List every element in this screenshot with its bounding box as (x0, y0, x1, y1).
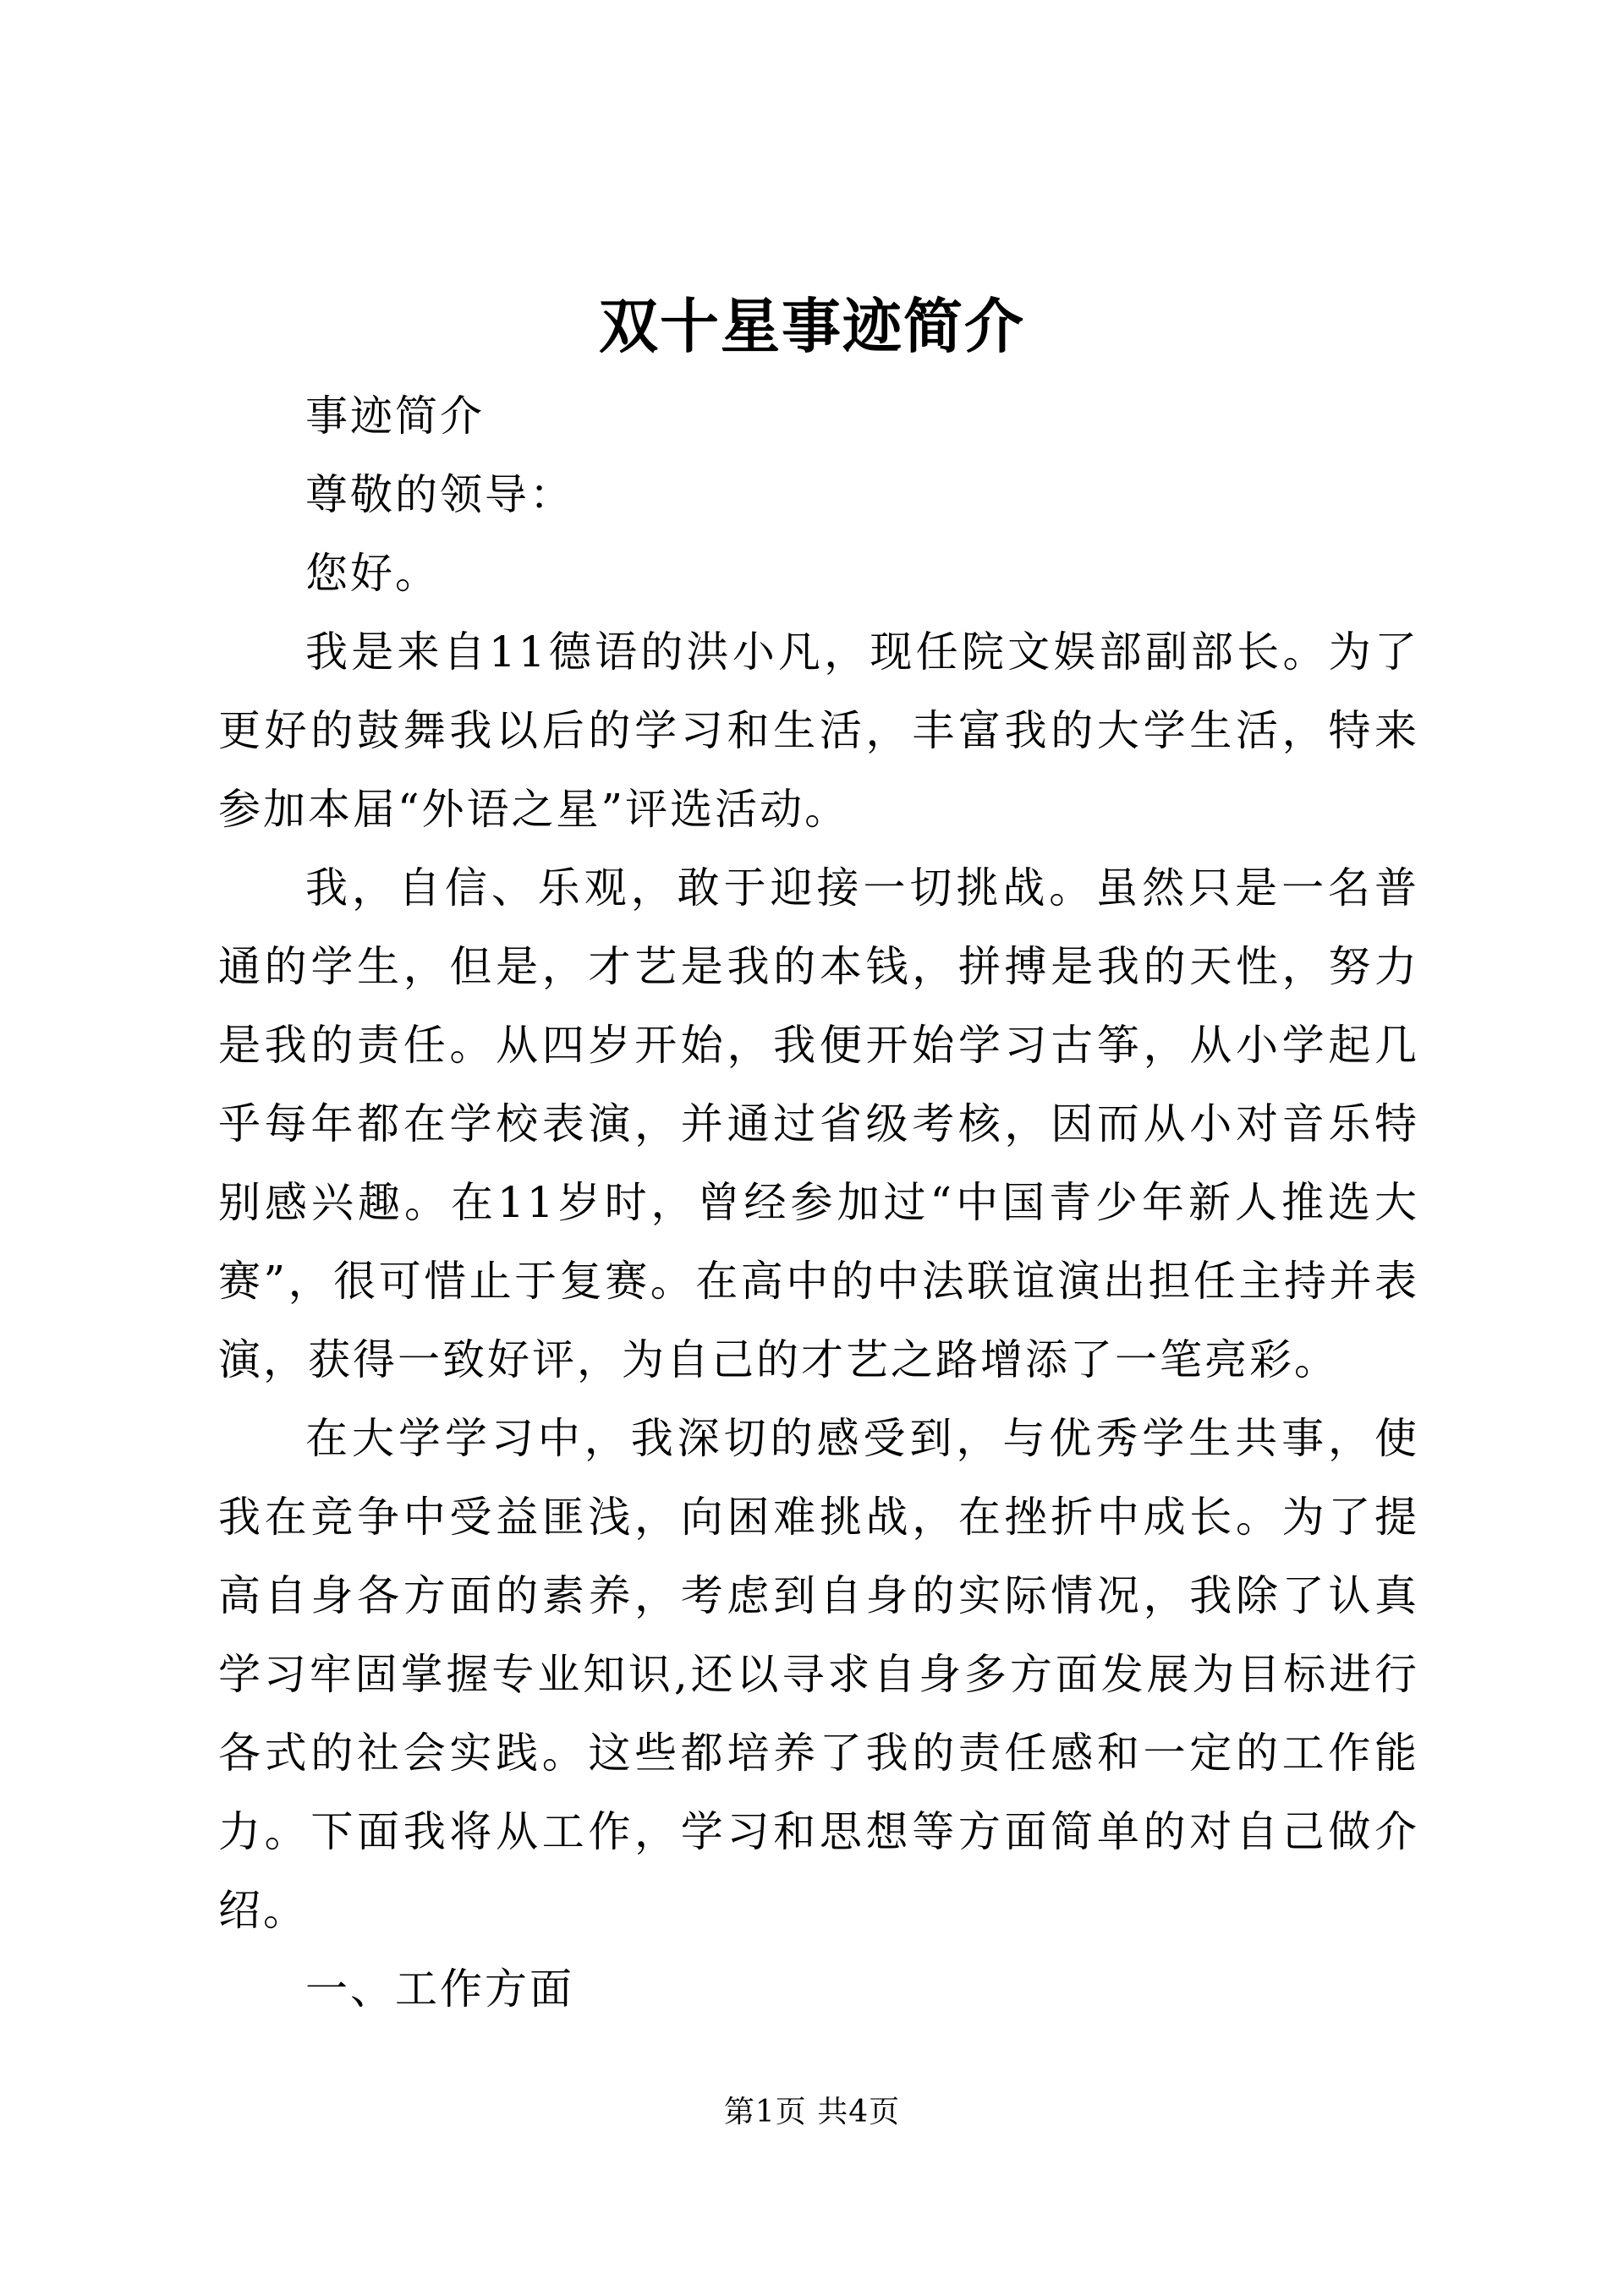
paragraph-heading: 事迹简介 (305, 392, 485, 441)
paragraph-introduction: 我是来自11德语的洪小凡，现任院文娱部副部长。为了更好的鼓舞我以后的学习和生活，丰富我的大学生活，特来参加本届“外语之星”评选活动。 (218, 627, 1419, 834)
paragraph-talents: 我，自信、乐观，敢于迎接一切挑战。虽然只是一名普通的学生，但是，才艺是我的本钱，拼搏是我的天性，努力是我的责任。从四岁开始，我便开始学习古筝，从小学起几乎每年都在学校表演，并通过省级考核，因而从小对音乐特别感兴趣。在11岁时，曾经参加过“中国青少年新人推选大赛”，很可惜止于复赛。在高中的中法联谊演出担任主持并表演，获得一致好评，为自己的才艺之路增添了一笔亮彩。 (218, 863, 1419, 1384)
page-footer: 第1页 共4页 (723, 2095, 901, 2129)
paragraph-university-study: 在大学学习中，我深切的感受到，与优秀学生共事，使我在竞争中受益匪浅，向困难挑战，在挫折中成长。为了提高自身各方面的素养，考虑到自身的实际情况，我除了认真学习牢固掌握专业知识,还以寻求自身多方面发展为目标进行各式的社会实践。这些都培养了我的责任感和一定的工作能力。下面我将从工作，学习和思想等方面简单的对自己做介绍。 (218, 1414, 1419, 1935)
document-body (218, 377, 1419, 2029)
paragraph-greeting: 您好。 (305, 549, 440, 598)
section-heading-work: 一、工作方面 (305, 1964, 574, 2014)
paragraph-salutation: 尊敬的领导： (305, 470, 574, 519)
document-title: 双十星事迹简介 (599, 291, 1025, 361)
